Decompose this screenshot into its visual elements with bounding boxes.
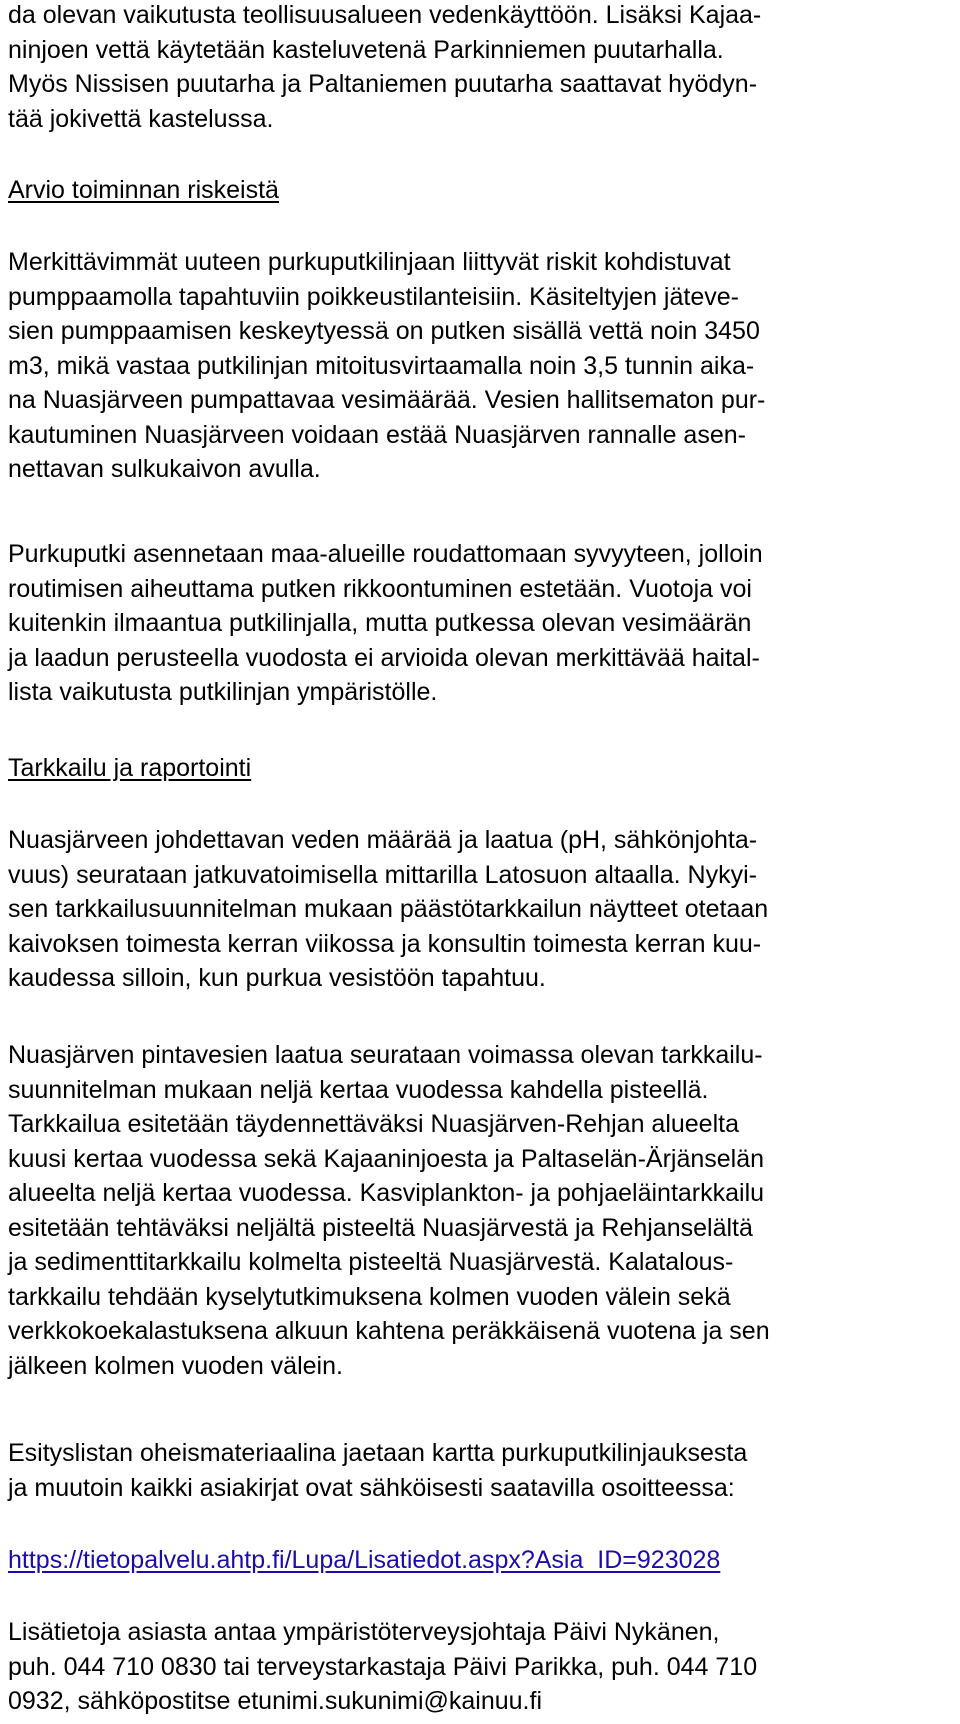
paragraph-line: ja muutoin kaikki asiakirjat ovat sähköisesti saatavilla osoitteessa:	[8, 1473, 735, 1502]
paragraph-line: ja sedimenttitarkkailu kolmelta pisteeltä Nuasjärvestä. Kalatalous-	[8, 1248, 734, 1276]
paragraph-line: kaivoksen toimesta kerran viikossa ja konsultin toimesta kerran kuu-	[8, 929, 762, 958]
monitoring-paragraph-2	[8, 1038, 958, 1383]
paragraph-line: 0932, sähköpostitse etunimi.sukunimi@kainuu.fi	[8, 1687, 542, 1715]
paragraph-line: m3, mikä vastaa putkilinjan mitoitusvirtaamalla noin 3,5 tunnin aika-	[8, 351, 755, 380]
monitoring-section	[8, 751, 958, 786]
paragraph-line: sen tarkkailusuunnitelman mukaan päästötarkkailun näytteet otetaan	[8, 895, 769, 923]
risks-paragraph-1	[8, 245, 958, 487]
paragraph-line: ja laadun perusteella vuodosta ei arvioida olevan merkittävää haital-	[8, 643, 760, 672]
paragraph-line: kaudessa silloin, kun purkua vesistöön tapahtuu.	[8, 964, 546, 992]
paragraph-line: alueelta neljä kertaa vuodessa. Kasviplankton- ja pohjaeläintarkkailu	[8, 1179, 765, 1207]
paragraph-line: kuusi kertaa vuodessa sekä Kajaaninjoesta ja Paltaselän-Ärjänselän	[8, 1144, 765, 1173]
attachments-link-block	[8, 1543, 958, 1578]
paragraph-line: Purkuputki asennetaan maa-alueille roudattomaan syvyyteen, jolloin	[8, 540, 763, 568]
paragraph-line: pumppaamolla tapahtuviin poikkeustilanteisiin. Käsiteltyjen jäteve-	[8, 282, 739, 311]
paragraph-line: nettavan sulkukaivon avulla.	[8, 455, 321, 483]
paragraph-line: lista vaikutusta putkilinjan ympäristölle.	[8, 678, 438, 706]
paragraph-line: tarkkailu tehdään kyselytutkimuksena kolmen vuoden välein sekä	[8, 1282, 731, 1311]
risks-heading: Arvio toiminnan riskeistä	[8, 176, 279, 204]
paragraph-line: Lisätietoja asiasta antaa ympäristöterveysjohtaja Päivi Nykänen,	[8, 1618, 720, 1646]
paragraph-line: Merkittävimmät uuteen purkuputkilinjaan liittyvät riskit kohdistuvat	[8, 248, 731, 276]
risks-paragraph-2	[8, 537, 958, 710]
paragraph-line: suunnitelman mukaan neljä kertaa vuodessa kahdella pisteellä.	[8, 1075, 709, 1104]
intro-paragraph	[8, 0, 958, 136]
monitoring-heading: Tarkkailu ja raportointi	[8, 754, 252, 782]
paragraph-line: Esityslistan oheismateriaalina jaetaan kartta purkuputkilinjauksesta	[8, 1439, 748, 1467]
intro-line: ninjoen vettä käytetään kasteluvetenä Parkinniemen puutarhalla.	[8, 35, 724, 64]
paragraph-line: kautuminen Nuasjärveen voidaan estää Nuasjärven rannalle asen-	[8, 420, 746, 449]
paragraph-line: vuus) seurataan jatkuvatoimisella mittarilla Latosuon altaalla. Nykyi-	[8, 860, 757, 889]
intro-line: da olevan vaikutusta teollisuusalueen vedenkäyttöön. Lisäksi Kajaa-	[8, 1, 762, 29]
paragraph-line: Tarkkailua esitetään täydennettäväksi Nuasjärven-Rehjan alueelta	[8, 1110, 739, 1138]
paragraph-line: routimisen aiheuttama putken rikkoontuminen estetään. Vuotoja voi	[8, 574, 752, 603]
paragraph-line: Nuasjärven pintavesien laatua seurataan voimassa olevan tarkkailu-	[8, 1041, 763, 1069]
attachments-paragraph	[8, 1436, 958, 1505]
documents-link[interactable]: https://tietopalvelu.ahtp.fi/Lupa/Lisatiedot.aspx?Asia_ID=923028	[8, 1546, 721, 1574]
contact-paragraph	[8, 1615, 958, 1719]
paragraph-line: Nuasjärveen johdettavan veden määrää ja laatua (pH, sähkönjohta-	[8, 826, 758, 854]
paragraph-line: esitetään tehtäväksi neljältä pisteeltä Nuasjärvestä ja Rehjanselältä	[8, 1213, 753, 1242]
paragraph-line: puh. 044 710 0830 tai terveystarkastaja Päivi Parikka, puh. 044 710	[8, 1652, 758, 1681]
intro-line: Myös Nissisen puutarha ja Paltaniemen puutarha saattavat hyödyn-	[8, 70, 758, 98]
monitoring-paragraph-1	[8, 823, 958, 996]
intro-line: tää jokivettä kastelussa.	[8, 104, 274, 133]
paragraph-line: verkkokoekalastuksena alkuun kahtena peräkkäisenä vuotena ja sen	[8, 1317, 770, 1345]
paragraph-line: jälkeen kolmen vuoden välein.	[8, 1351, 343, 1380]
paragraph-line: na Nuasjärveen pumpattavaa vesimäärää. Vesien hallitsematon pur-	[8, 386, 766, 414]
risks-section	[8, 173, 958, 208]
paragraph-line: sien pumppaamisen keskeytyessä on putken sisällä vettä noin 3450	[8, 317, 760, 345]
paragraph-line: kuitenkin ilmaantua putkilinjalla, mutta putkessa olevan vesimäärän	[8, 609, 752, 637]
